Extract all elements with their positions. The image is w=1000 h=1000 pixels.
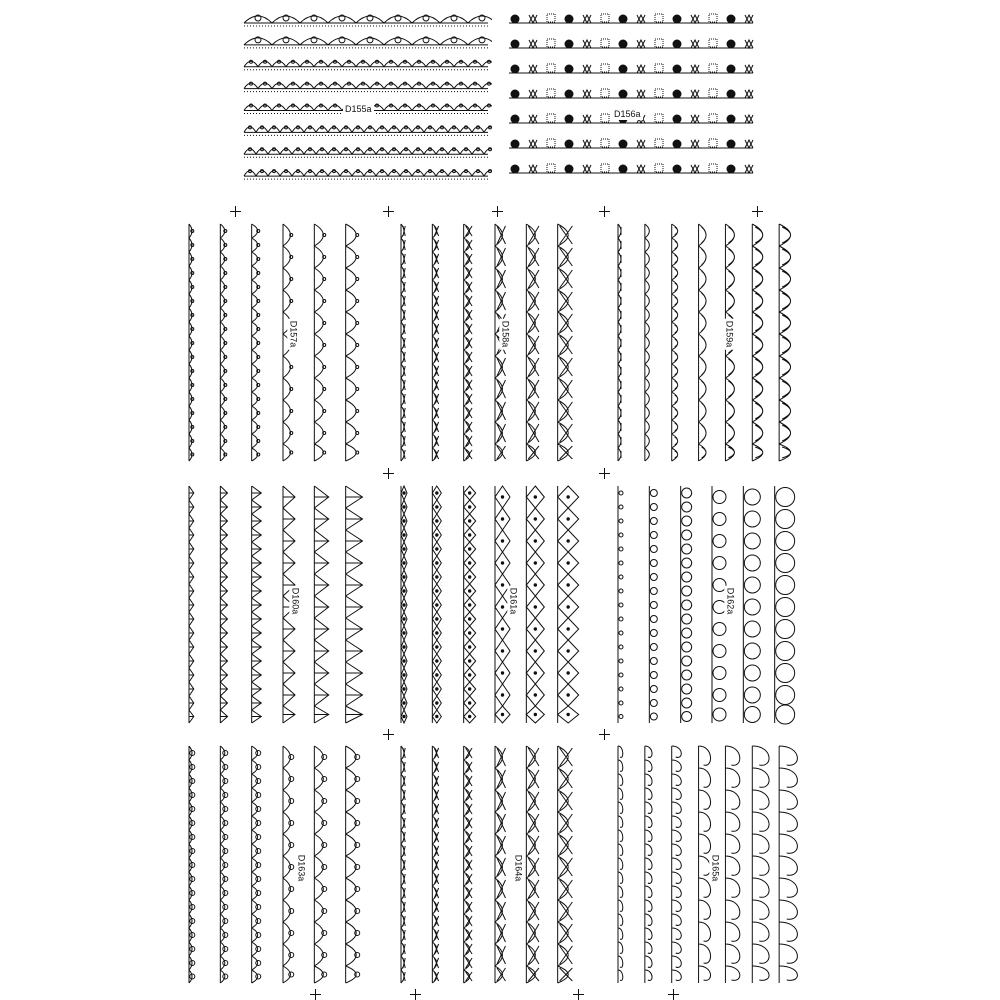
- sheet-label-d158a: D158a: [500, 320, 511, 348]
- lace-strip: [618, 224, 621, 461]
- sticker-sheet-d165a: [612, 742, 812, 987]
- lace-strips-d156a: [505, 5, 757, 200]
- lace-strip: [189, 746, 195, 983]
- lace-strip: [314, 224, 325, 461]
- sticker-sheet-d161a: [395, 482, 595, 727]
- sticker-sheet-d155a: [240, 5, 492, 200]
- lace-strip: [743, 486, 760, 723]
- sheet-label-d163a: D163a: [296, 854, 307, 882]
- sticker-sheet-d158a: [395, 220, 595, 465]
- lace-strip: [314, 486, 328, 723]
- crosshair-mark: [573, 989, 584, 1000]
- lace-strip: [189, 224, 194, 461]
- lace-strip: [244, 15, 492, 26]
- sheet-label-d156a: D156a: [614, 109, 641, 119]
- sheet-label-d160a: D160a: [290, 587, 301, 615]
- lace-strip: [401, 224, 405, 461]
- lace-strip: [220, 486, 227, 723]
- lace-strip: [252, 746, 261, 983]
- crosshair-mark: [383, 468, 394, 479]
- sticker-sheet-d160a: [183, 482, 383, 727]
- lace-strips-d160a: [183, 482, 383, 727]
- lace-strip: [526, 224, 539, 461]
- lace-strip: [645, 224, 650, 461]
- lace-strip: [509, 39, 753, 48]
- sheet-label-d155a: D155a: [345, 104, 372, 114]
- lace-strips-d159a: [612, 220, 812, 465]
- lace-strip: [509, 139, 753, 148]
- crosshair-mark: [383, 729, 394, 740]
- lace-strip: [725, 746, 739, 983]
- lace-strip: [645, 746, 652, 983]
- crosshair-mark: [668, 989, 679, 1000]
- crosshair-mark: [599, 468, 610, 479]
- lace-strip: [346, 224, 359, 461]
- crosshair-mark: [752, 206, 763, 217]
- crosshair-mark: [230, 206, 241, 217]
- lace-strip: [558, 224, 573, 461]
- sheet-label-d165a: D165a: [710, 854, 721, 882]
- lace-strip: [495, 746, 506, 983]
- sticker-sheet-d157a: [183, 220, 383, 465]
- lace-strip: [464, 746, 472, 983]
- lace-strips-d158a: [395, 220, 595, 465]
- lace-strip: [244, 170, 492, 180]
- lace-strip: [244, 148, 492, 158]
- lace-strip: [314, 746, 326, 983]
- lace-strip: [220, 746, 227, 983]
- lace-strip: [558, 486, 579, 723]
- lace-strip: [252, 486, 262, 723]
- lace-strip: [432, 486, 441, 723]
- lace-strip: [220, 224, 226, 461]
- lace-strip: [649, 486, 657, 723]
- lace-strip: [672, 224, 678, 461]
- lace-strip: [244, 60, 492, 70]
- crosshair-mark: [310, 989, 321, 1000]
- lace-strip: [775, 486, 795, 724]
- sticker-sheet-d156a: [505, 5, 757, 200]
- crosshair-mark: [383, 206, 394, 217]
- sticker-sheet-d163a: [183, 742, 383, 987]
- lace-strip: [252, 224, 260, 461]
- lace-strip: [346, 486, 363, 723]
- lace-strip: [509, 89, 753, 98]
- crosshair-mark: [410, 989, 421, 1000]
- crosshair-mark: [492, 206, 503, 217]
- lace-strip: [779, 224, 790, 461]
- lace-strip: [401, 486, 407, 723]
- lace-strip: [681, 486, 692, 723]
- lace-strip: [618, 746, 623, 983]
- lace-strips-d162a: [612, 482, 812, 727]
- lace-strip: [526, 746, 539, 983]
- lace-strip: [244, 37, 492, 48]
- lace-strip: [432, 746, 438, 983]
- lace-strips-d161a: [395, 482, 595, 727]
- crosshair-mark: [599, 729, 610, 740]
- sheet-label-d157a: D157a: [288, 320, 299, 348]
- lace-strip: [752, 746, 769, 983]
- lace-strip: [699, 224, 707, 461]
- lace-strip: [283, 746, 294, 983]
- sticker-sheet-d159a: [612, 220, 812, 465]
- lace-strip: [672, 746, 682, 983]
- lace-strip: [464, 224, 472, 461]
- lace-strips-d157a: [183, 220, 383, 465]
- lace-strip: [401, 746, 405, 983]
- lace-strip: [752, 224, 763, 461]
- sheet-label-d161a: D161a: [508, 587, 519, 615]
- lace-strip: [464, 486, 476, 723]
- lace-strip: [346, 746, 360, 983]
- lace-strip: [526, 486, 544, 723]
- lace-strip: [558, 746, 573, 983]
- lace-strip: [618, 486, 623, 723]
- sticker-sheet-d164a: [395, 742, 595, 987]
- lace-strip: [509, 14, 753, 23]
- lace-strips-d164a: [395, 742, 595, 987]
- lace-strip: [509, 64, 753, 73]
- sticker-sheet-d162a: [612, 482, 812, 727]
- lace-strip: [779, 746, 797, 983]
- sheet-label-d159a: D159a: [724, 320, 735, 348]
- sheet-label-d164a: D164a: [513, 854, 524, 882]
- lace-strip: [509, 164, 753, 173]
- crosshair-mark: [599, 206, 610, 217]
- lace-strip: [244, 126, 492, 136]
- lace-strip: [432, 224, 438, 461]
- lace-strips-d163a: [183, 742, 383, 987]
- lace-strip: [189, 486, 194, 723]
- lace-strip: [244, 82, 492, 92]
- sheet-label-d162a: D162a: [725, 587, 736, 615]
